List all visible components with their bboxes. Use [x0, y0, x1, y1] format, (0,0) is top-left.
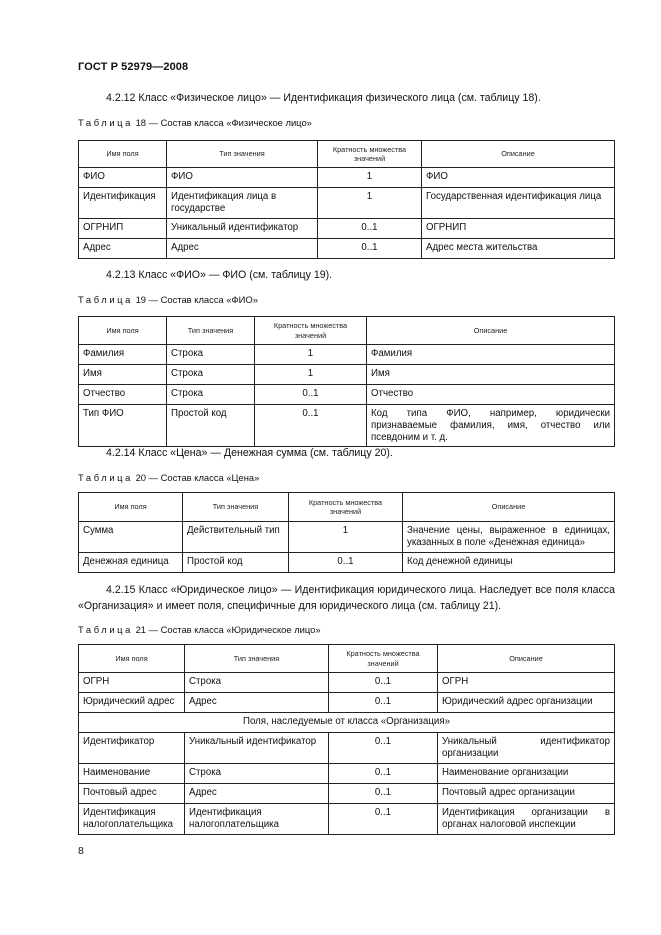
table-caption-text: 20 — Состав класса «Цена»: [135, 472, 260, 483]
table-cell: Идентификация: [79, 188, 167, 219]
table-cell: Идентификация налогоплательщика: [185, 804, 329, 835]
table-cell: Код типа ФИО, например, юридически признаваемые фамилия, имя, отчество или псевдоним и т. д.: [367, 405, 615, 447]
table-caption-text: 21 — Состав класса «Юридическое лицо»: [135, 624, 321, 635]
table-20: [78, 492, 615, 573]
table-cell: Строка: [167, 385, 255, 405]
table-row: [79, 784, 615, 804]
section-paragraph: 4.2.15 Класс «Юридическое лицо» — Идентификация юридического лица. Наследует все поля класса «Организация» и имеет поля, специфичные для юридического лица (см. таблицу 21).: [78, 584, 615, 612]
table-row: [79, 219, 615, 239]
table-cell: 1: [289, 522, 403, 553]
table-cell: Идентификация лица в государстве: [167, 188, 318, 219]
table-row: [79, 522, 615, 553]
table-cell: ФИО: [79, 168, 167, 188]
table-row: [79, 764, 615, 784]
table-cell: Значение цены, выраженное в единицах, указанных в поле «Денежная единица»: [403, 522, 615, 553]
table-cell: 0..1: [329, 804, 438, 835]
table-19: [78, 316, 615, 447]
inherited-fields-row: Поля, наследуемые от класса «Организация»: [79, 713, 615, 733]
table-cell: 0..1: [318, 239, 422, 259]
table-cell: Сумма: [79, 522, 183, 553]
table-caption-text: 18 — Состав класса «Физическое лицо»: [135, 117, 312, 128]
table-cell: ОГРНИП: [79, 219, 167, 239]
table-cell: Наименование организации: [438, 764, 615, 784]
table-row: [79, 405, 615, 447]
table-cell: 0..1: [329, 764, 438, 784]
table-cell: Идентификация налогоплательщика: [79, 804, 185, 835]
table-cell: Простой код: [183, 553, 289, 573]
column-header: Тип значения: [183, 493, 289, 522]
column-header: Имя поля: [79, 493, 183, 522]
table-cell: Наименование: [79, 764, 185, 784]
table-row: [79, 365, 615, 385]
table-cell: 0..1: [255, 405, 367, 447]
table-cell: Адрес: [185, 784, 329, 804]
table-caption: [78, 472, 259, 484]
table-cell: Государственная идентификация лица: [422, 188, 615, 219]
table-cell: Идентификатор: [79, 733, 185, 764]
table-cell: Строка: [167, 365, 255, 385]
table-row: [79, 385, 615, 405]
section-paragraph: 4.2.12 Класс «Физическое лицо» — Идентификация физического лица (см. таблицу 18).: [106, 92, 541, 104]
column-header: Кратность множества значений: [318, 141, 422, 168]
table-caption-label: Таблица: [78, 294, 133, 305]
column-header: Кратность множества значений: [329, 645, 438, 673]
table-cell: Юридический адрес организации: [438, 693, 615, 713]
table-cell: 0..1: [329, 693, 438, 713]
table-cell: Простой код: [167, 405, 255, 447]
table-row: [79, 733, 615, 764]
column-header: Тип значения: [167, 317, 255, 345]
table-cell: Строка: [167, 345, 255, 365]
table-cell: Имя: [79, 365, 167, 385]
table-cell: Отчество: [79, 385, 167, 405]
table-cell: Адрес: [79, 239, 167, 259]
table-cell: 0..1: [329, 784, 438, 804]
table-row: [79, 804, 615, 835]
table-cell: Тип ФИО: [79, 405, 167, 447]
table-cell: Отчество: [367, 385, 615, 405]
table-cell: 0..1: [329, 673, 438, 693]
table-21: [78, 644, 615, 835]
table-cell: ОГРНИП: [422, 219, 615, 239]
table-cell: Адрес: [185, 693, 329, 713]
table-caption-label: Таблица: [78, 117, 133, 128]
table-cell: 1: [255, 365, 367, 385]
section-paragraph: 4.2.13 Класс «ФИО» — ФИО (см. таблицу 19).: [106, 269, 333, 281]
table-row: [79, 693, 615, 713]
column-header: Имя поля: [79, 317, 167, 345]
table-cell: 0..1: [318, 219, 422, 239]
table-cell: Почтовый адрес: [79, 784, 185, 804]
section-paragraph: 4.2.14 Класс «Цена» — Денежная сумма (см. таблицу 20).: [106, 447, 393, 459]
column-header: Кратность множества значений: [289, 493, 403, 522]
column-header: Описание: [403, 493, 615, 522]
table-cell: Уникальный идентификатор организации: [438, 733, 615, 764]
column-header: Кратность множества значений: [255, 317, 367, 345]
table-caption-label: Таблица: [78, 472, 133, 483]
table-cell: Строка: [185, 764, 329, 784]
table-caption-text: 19 — Состав класса «ФИО»: [135, 294, 258, 305]
table-cell: 0..1: [289, 553, 403, 573]
table-cell: Действительный тип: [183, 522, 289, 553]
table-cell: 1: [318, 188, 422, 219]
column-header: Тип значения: [185, 645, 329, 673]
table-row: [79, 188, 615, 219]
table-cell: Имя: [367, 365, 615, 385]
table-row: [79, 713, 615, 733]
table-cell: 0..1: [329, 733, 438, 764]
table-cell: ОГРН: [79, 673, 185, 693]
table-row: [79, 345, 615, 365]
table-cell: 0..1: [255, 385, 367, 405]
table-cell: Уникальный идентификатор: [167, 219, 318, 239]
table-cell: ФИО: [167, 168, 318, 188]
column-header: Описание: [367, 317, 615, 345]
table-cell: Адрес: [167, 239, 318, 259]
table-cell: Адрес места жительства: [422, 239, 615, 259]
table-cell: Фамилия: [367, 345, 615, 365]
table-row: [79, 673, 615, 693]
column-header: Тип значения: [167, 141, 318, 168]
column-header: Имя поля: [79, 141, 167, 168]
table-cell: 1: [255, 345, 367, 365]
table-cell: Юридический адрес: [79, 693, 185, 713]
table-caption: [78, 117, 312, 129]
table-caption: [78, 624, 321, 636]
table-row: [79, 168, 615, 188]
table-caption-label: Таблица: [78, 624, 133, 635]
table-cell: ОГРН: [438, 673, 615, 693]
column-header: Описание: [438, 645, 615, 673]
page-number: 8: [78, 845, 84, 857]
table-cell: Уникальный идентификатор: [185, 733, 329, 764]
table-cell: Идентификация организации в органах налоговой инспекции: [438, 804, 615, 835]
table-cell: Почтовый адрес организации: [438, 784, 615, 804]
document-header: ГОСТ Р 52979—2008: [78, 61, 189, 73]
column-header: Имя поля: [79, 645, 185, 673]
table-row: [79, 239, 615, 259]
table-cell: ФИО: [422, 168, 615, 188]
table-cell: Фамилия: [79, 345, 167, 365]
column-header: Описание: [422, 141, 615, 168]
table-caption: [78, 294, 258, 306]
table-cell: Строка: [185, 673, 329, 693]
table-row: [79, 553, 615, 573]
table-cell: 1: [318, 168, 422, 188]
table-cell: Денежная единица: [79, 553, 183, 573]
table-18: [78, 140, 615, 259]
table-cell: Код денежной единицы: [403, 553, 615, 573]
